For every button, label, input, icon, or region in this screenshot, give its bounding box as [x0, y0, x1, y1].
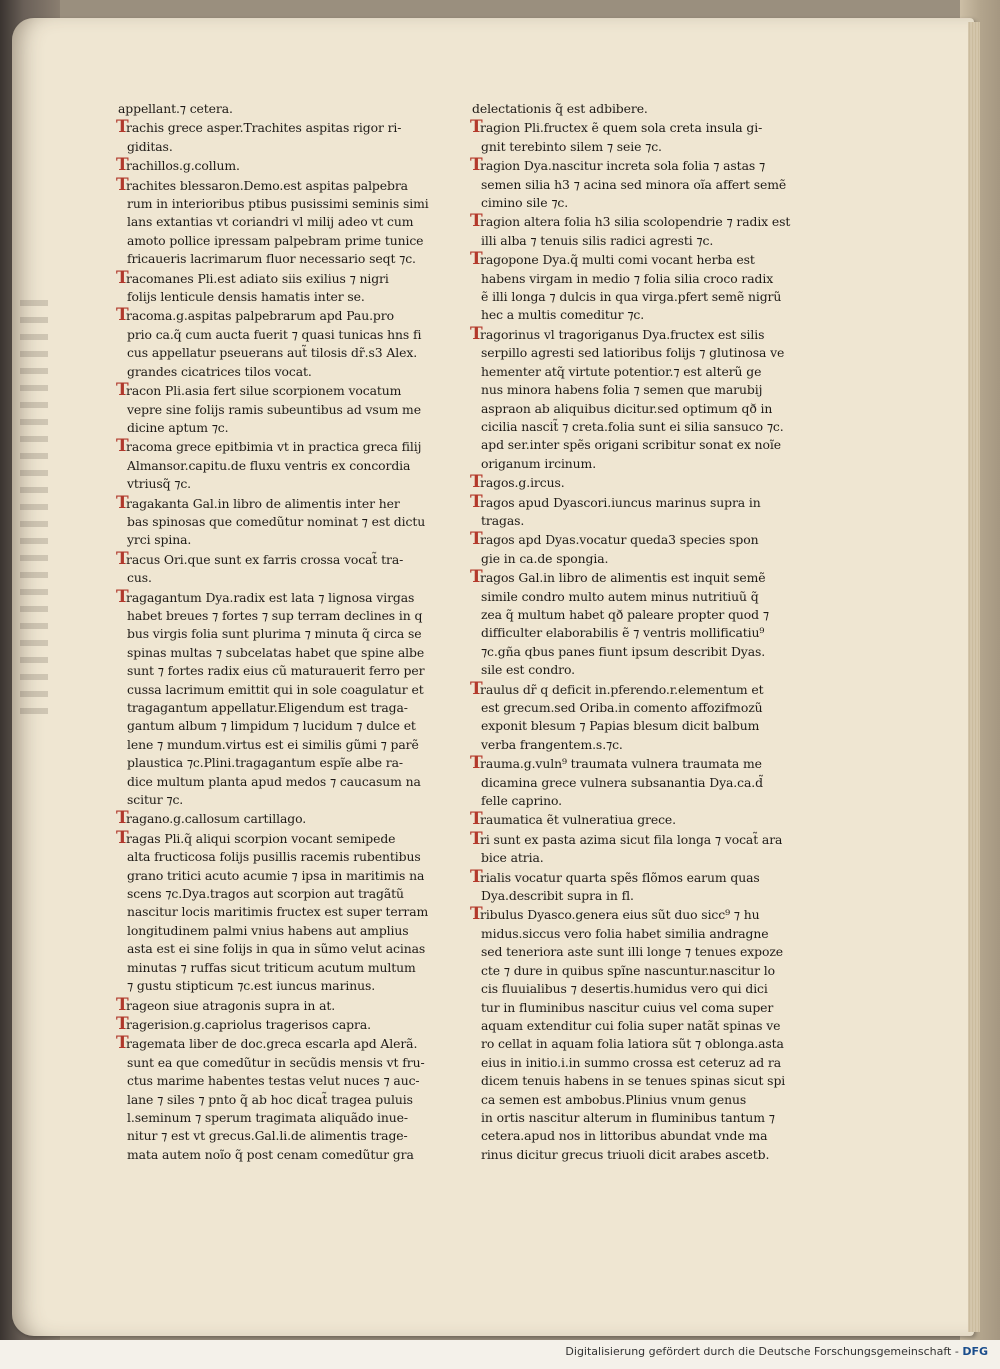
dictionary-entry — [472, 830, 806, 868]
rubricated-initial: T — [470, 809, 483, 830]
rubricated-initial: T — [470, 211, 483, 232]
text-line: cussa lacrimum emittit qui in sole coagulatur et — [127, 681, 424, 697]
text-line: cte ⁊ dure in quibus spĩne nascuntur.nascitur lo — [481, 962, 776, 978]
text-line — [472, 156, 806, 175]
digitization-credit — [565, 1345, 988, 1358]
text-line-body: ragos apd Dyas.vocatur queda3 species spon — [480, 532, 759, 548]
right-text-column — [472, 100, 806, 1164]
rubricated-initial: T — [116, 380, 129, 401]
dictionary-entry — [118, 494, 464, 550]
rubricated-initial: T — [470, 472, 483, 493]
text-line: ẽ illi longa ⁊ dulcis in qua virga.pfert semẽ nigrũ — [481, 289, 782, 305]
text-line: dice multum planta apud medos ⁊ caucasum na — [127, 773, 421, 789]
text-line-body: ribulus Dyasco.genera eius sũt duo sicc⁹ ⁊ hu — [480, 907, 760, 923]
dictionary-entry — [118, 1015, 464, 1034]
left-text-column — [118, 100, 464, 1164]
dictionary-entry — [118, 829, 464, 996]
text-line: fricaueris lacrimarum fluor necessario seqt ⁊c. — [127, 251, 416, 267]
text-line: dicine aptum ⁊c. — [127, 419, 229, 435]
text-line — [118, 381, 464, 400]
text-line: sed teneriora aste sunt illi longe ⁊ tenues expoze — [481, 944, 783, 960]
rubricated-initial: T — [470, 567, 483, 588]
text-line: zea q̃ multum habet qð paleare propter quod ⁊ — [481, 606, 769, 622]
rubricated-initial: T — [116, 586, 129, 607]
text-line — [472, 905, 806, 924]
text-line-body: ragemata liber de doc.greca escarla apd Alerã. — [126, 1036, 418, 1052]
rubricated-initial: T — [116, 1013, 129, 1034]
text-line: hec a multis comeditur ⁊c. — [481, 307, 645, 323]
text-line: l.seminum ⁊ sperum tragimata aliquãdo inue- — [127, 1109, 408, 1125]
dictionary-entry — [472, 250, 806, 325]
dictionary-entry — [118, 306, 464, 381]
rubricated-initial: T — [470, 249, 483, 270]
text-line: cimino sile ⁊c. — [481, 195, 569, 211]
text-line — [472, 250, 806, 269]
text-line: ro cellat in aquam folia latiora sũt ⁊ oblonga.asta — [481, 1036, 784, 1052]
text-line — [118, 809, 464, 828]
rubricated-initial: T — [116, 436, 129, 457]
text-line: prio ca.q̃ cum aucta fuerit ⁊ quasi tunicas hns fi — [127, 326, 422, 342]
dictionary-entry — [472, 905, 806, 1164]
text-line: asta est ei sine folijs in qua in sũmo velut acinas — [127, 941, 426, 957]
text-line: plaustica ⁊c.Plini.tragagantum espĩe albe ra- — [127, 755, 403, 771]
text-line: lane ⁊ siles ⁊ pnto q̃ ab hoc dicat̃ tragea puluis — [127, 1091, 413, 1107]
text-line: cus. — [127, 570, 152, 586]
text-line — [118, 306, 464, 325]
text-line-body: rauma.g.vuln⁹ traumata vulnera traumata me — [480, 756, 762, 772]
text-line-body: rachillos.g.collum. — [126, 158, 240, 174]
text-line: cus appellatur pseuerans aut̃ tilosis dr̃.s3 Alex. — [127, 345, 418, 361]
text-line-body: rachites blessaron.Demo.est aspitas palpebra — [126, 177, 408, 193]
dictionary-entry — [118, 381, 464, 437]
text-line: delectationis q̃ est adbibere. — [472, 101, 648, 116]
text-line-body: ri sunt ex pasta azima sicut fila longa ⁊ vocat̃ ara — [480, 831, 783, 847]
text-line: hementer atq̃ virtute potentior.⁊ est alterũ ge — [481, 363, 762, 379]
dictionary-entry — [118, 437, 464, 493]
text-line-body: racomanes Pli.est adiato siis exilius ⁊ nigri — [126, 270, 389, 286]
dictionary-entry — [118, 996, 464, 1015]
text-line: rum in interioribus ptibus pusissimi seminis simi — [127, 196, 429, 212]
text-line: in ortis nascitur alterum in fluminibus tantum ⁊ — [481, 1109, 775, 1125]
text-line-body: racus Ori.que sunt ex farris crossa vocat̃ tra- — [126, 551, 404, 567]
text-line: tragagantum appellatur.Eligendum est traga- — [127, 700, 408, 715]
text-line: bice atria. — [481, 850, 544, 866]
text-line: ⁊c.gña qbus panes fiunt ipsum describit Dyas. — [481, 643, 766, 659]
text-line — [472, 530, 806, 549]
text-line: grandes cicatrices tilos vocat. — [127, 363, 312, 379]
text-line: tur in fluminibus nascitur cuius vel coma super — [481, 999, 774, 1015]
rubricated-initial: T — [470, 678, 483, 699]
rubricated-initial: T — [116, 267, 129, 288]
text-line: nascitur locis maritimis fructex est super terram — [127, 904, 429, 920]
text-line: appellant.⁊ cetera. — [118, 101, 233, 116]
dictionary-entry — [118, 588, 464, 810]
text-line: origanum ircinum. — [481, 455, 597, 471]
text-line: mata autem noĩo q̃ post cenam comedũtur gra — [127, 1146, 414, 1162]
text-line: sunt ea que comedũtur in secũdis mensis vt fru- — [127, 1054, 425, 1070]
dictionary-entry — [118, 809, 464, 828]
rubricated-initial: T — [470, 491, 483, 512]
text-line-body: ragion altera folia h3 silia scolopendrie ⁊ radix est — [480, 214, 791, 230]
dictionary-entry — [472, 212, 806, 250]
text-line — [472, 568, 806, 587]
rubricated-initial: T — [116, 492, 129, 513]
text-line — [472, 830, 806, 849]
rubricated-initial: T — [116, 827, 129, 848]
text-line: yrci spina. — [127, 532, 192, 548]
dictionary-entry — [118, 269, 464, 307]
text-line: semen silia h3 ⁊ acina sed minora oĩa affert semẽ — [481, 176, 787, 192]
text-line: eius in initio.i.in summo crossa est ceteruz ad ra — [481, 1054, 781, 1070]
rubricated-initial: T — [470, 323, 483, 344]
rubricated-initial: T — [470, 155, 483, 176]
text-line: difficulter elaborabilis ẽ ⁊ ventris mollificatiu⁹ — [481, 625, 765, 641]
text-line-body: racoma grece epitbimia vt in practica greca filij — [126, 439, 422, 455]
text-line: Almansor.capitu.de fluxu ventris ex concordia — [127, 457, 411, 473]
text-line — [118, 1034, 464, 1053]
text-line: aspraon ab aliquibus dicitur.sed optimum qð in — [481, 400, 773, 416]
text-line: ca semen est ambobus.Plinius vnum genus — [481, 1091, 747, 1107]
text-line: scens ⁊c.Dya.tragos aut scorpion aut tragãtũ — [127, 886, 404, 902]
text-line — [118, 176, 464, 195]
text-line: dicamina grece vulnera subsanantia Dya.ca.d̃ — [481, 774, 763, 790]
rubricated-initial: T — [470, 529, 483, 550]
text-line: cicilia nascit̃ ⁊ creta.folia sunt ei silia sansuco ⁊c. — [481, 418, 784, 434]
rubricated-initial: T — [116, 994, 129, 1015]
text-line-body: ragion Pli.fructex ẽ quem sola creta insula gi- — [480, 120, 763, 136]
dictionary-entry — [118, 100, 464, 118]
text-line-body: racon Pli.asia fert silue scorpionem vocatum — [126, 383, 402, 399]
rubricated-initial: T — [116, 548, 129, 569]
text-line: scitur ⁊c. — [127, 792, 184, 808]
text-line: lene ⁊ mundum.virtus est ei similis gũmi ⁊ parẽ — [127, 736, 419, 752]
rubricated-initial: T — [116, 305, 129, 326]
text-line: dicem tenuis habens in se tenues spinas sicut spi — [481, 1073, 786, 1089]
text-line: minutas ⁊ ruffas sicut triticum acutum multum — [127, 959, 416, 975]
text-line: ctus marime habentes testas velut nuces ⁊ auc- — [127, 1073, 420, 1089]
text-line — [118, 437, 464, 456]
text-line: verba frangentem.s.⁊c. — [481, 736, 623, 752]
dfg-logo: DFG — [962, 1345, 988, 1358]
dictionary-entry — [472, 680, 806, 755]
dictionary-entry — [472, 118, 806, 156]
text-line-body: ragos Gal.in libro de alimentis est inquit semẽ — [480, 570, 766, 586]
text-line — [472, 810, 806, 829]
dictionary-entry — [472, 156, 806, 212]
page-edges — [968, 22, 980, 1332]
text-line-body: ragas Pli.q̃ aliqui scorpion vocant semipede — [126, 830, 396, 846]
rubricated-initial: T — [116, 117, 129, 138]
text-line: est grecum.sed Oriba.in comento affozifmozũ — [481, 700, 763, 715]
text-line-body: racoma.g.aspitas palpebrarum apd Pau.pro — [126, 308, 394, 324]
dictionary-entry — [472, 530, 806, 568]
text-line-body: ragorinus vl tragoriganus Dya.fructex est silis — [480, 326, 765, 342]
text-line: amoto pollice ipressam palpebram prime tunice — [127, 232, 424, 248]
rubricated-initial: T — [470, 866, 483, 887]
text-line-body: raumatica ẽt vulneratiua grece. — [480, 812, 676, 828]
text-line: illi alba ⁊ tenuis silis radici agresti ⁊c. — [481, 232, 714, 248]
text-line — [472, 680, 806, 699]
text-line-body: raulus dr̃ q deficit in.pferendo.r.elementum et — [480, 681, 764, 697]
text-line: bas spinosas que comedũtur nominat ⁊ est dictu — [127, 513, 426, 529]
dictionary-entry — [118, 156, 464, 175]
text-line-body: rialis vocatur quarta spẽs flõmos earum quas — [480, 869, 760, 885]
dictionary-entry — [472, 473, 806, 492]
text-line-body: rageon siue atragonis supra in at. — [126, 997, 336, 1013]
text-line: spinas multas ⁊ subcelatas habet que spine albe — [127, 644, 425, 660]
text-line: folijs lenticule densis hamatis inter se. — [127, 289, 365, 305]
text-line — [118, 996, 464, 1015]
text-line: gantum album ⁊ limpidum ⁊ lucidum ⁊ dulce et — [127, 718, 416, 734]
credit-text: Digitalisierung gefördert durch die Deutsche Forschungsgemeinschaft - — [565, 1345, 959, 1358]
text-line — [118, 829, 464, 848]
text-line: lans extantias vt coriandri vl milij adeo vt cum — [127, 214, 414, 230]
text-line: apd ser.inter spẽs origani scribitur sonat ex noĩe — [481, 437, 781, 453]
text-line — [118, 1015, 464, 1034]
text-line: Dya.describit supra in fl. — [481, 888, 634, 904]
text-line: tragas. — [481, 512, 525, 528]
text-line — [472, 754, 806, 773]
rubricated-initial: T — [116, 174, 129, 195]
text-line: aquam extenditur cui folia super natãt spinas ve — [481, 1017, 781, 1033]
text-line: giditas. — [127, 138, 173, 154]
text-line: bus virgis folia sunt plurima ⁊ minuta q̃ circa se — [127, 626, 422, 642]
text-line: grano tritici acuto acumie ⁊ ipsa in maritimis na — [127, 867, 425, 883]
facing-page-bleed — [20, 300, 48, 720]
rubricated-initial: T — [470, 117, 483, 138]
text-line — [472, 325, 806, 344]
dictionary-entry — [118, 550, 464, 588]
text-line: vtriusq̃ ⁊c. — [127, 476, 192, 492]
text-line: vepre sine folijs ramis subeuntibus ad vsum me — [127, 401, 421, 417]
text-line-body: ragion Dya.nascitur increta sola folia ⁊ astas ⁊ — [480, 158, 766, 174]
text-line — [118, 118, 464, 137]
dictionary-entry — [472, 100, 806, 118]
text-line — [472, 212, 806, 231]
text-line — [472, 473, 806, 492]
rubricated-initial: T — [470, 753, 483, 774]
text-line: serpillo agresti sed latioribus folijs ⁊ glutinosa ve — [481, 345, 785, 361]
dictionary-entry — [472, 754, 806, 810]
rubricated-initial: T — [116, 155, 129, 176]
text-line — [472, 118, 806, 137]
text-line: nitur ⁊ est vt grecus.Gal.li.de alimentis trage- — [127, 1128, 408, 1144]
text-line — [472, 868, 806, 887]
text-line: gie in ca.de spongia. — [481, 550, 609, 566]
dictionary-entry — [472, 868, 806, 906]
text-line — [118, 269, 464, 288]
text-line-body: ragakanta Gal.in libro de alimentis inter her — [126, 495, 400, 511]
rubricated-initial: T — [470, 904, 483, 925]
dictionary-entry — [118, 118, 464, 156]
text-line — [118, 156, 464, 175]
text-line-body: ragos apud Dyascori.iuncus marinus supra in — [480, 494, 761, 510]
text-line: alta fructicosa folijs pusillis racemis rubentibus — [127, 849, 421, 865]
rubricated-initial: T — [116, 808, 129, 829]
dictionary-entry — [472, 493, 806, 531]
dictionary-entry — [472, 325, 806, 473]
text-line-body: ragagantum Dya.radix est lata ⁊ lignosa virgas — [126, 589, 415, 605]
text-line: midus.siccus vero folia habet similia andragne — [481, 925, 769, 941]
text-line-body: ragos.g.ircus. — [480, 475, 565, 491]
text-line: nus minora habens folia ⁊ semen que marubij — [481, 382, 763, 398]
dictionary-entry — [472, 810, 806, 829]
text-line: rinus dicitur grecus triuoli dicit arabes ascetb. — [481, 1146, 770, 1162]
rubricated-initial: T — [470, 828, 483, 849]
text-line-body: ragopone Dya.q̃ multi comi vocant herba est — [480, 252, 755, 268]
rubricated-initial: T — [116, 1033, 129, 1054]
text-line — [118, 494, 464, 513]
text-line: cetera.apud nos in littoribus abundat vnde ma — [481, 1128, 768, 1144]
dictionary-entry — [118, 1034, 464, 1164]
dictionary-entry — [118, 176, 464, 269]
text-line: longitudinem palmi vnius habens aut amplius — [127, 922, 409, 938]
text-line — [118, 550, 464, 569]
dictionary-entry — [472, 568, 806, 679]
text-line: sunt ⁊ fortes radix eius cũ maturauerit ferro per — [127, 663, 425, 679]
text-line: habens virgam in medio ⁊ folia silia croco radix — [481, 270, 774, 286]
text-line: gnit terebinto silem ⁊ seie ⁊c. — [481, 138, 662, 154]
text-line — [472, 493, 806, 512]
text-line: habet breues ⁊ fortes ⁊ sup terram declines in q — [127, 607, 423, 623]
text-line: exponit blesum ⁊ Papias blesum dicit balbum — [481, 718, 760, 734]
text-line: ⁊ gustu stipticum ⁊c.est iuncus marinus. — [127, 978, 376, 994]
text-line-body: rachis grece asper.Trachites aspitas rigor ri- — [126, 120, 402, 136]
text-line: cis fluuialibus ⁊ desertis.humidus vero qui dici — [481, 981, 768, 997]
text-line: simile condro multo autem minus nutritiuũ q̃ — [481, 588, 759, 604]
text-line-body: ragerision.g.capriolus tragerisos capra. — [126, 1016, 371, 1032]
text-line — [118, 588, 464, 607]
text-line-body: ragano.g.callosum cartillago. — [126, 811, 307, 827]
text-line: felle caprino. — [481, 793, 563, 809]
text-line: sile est condro. — [481, 662, 575, 678]
